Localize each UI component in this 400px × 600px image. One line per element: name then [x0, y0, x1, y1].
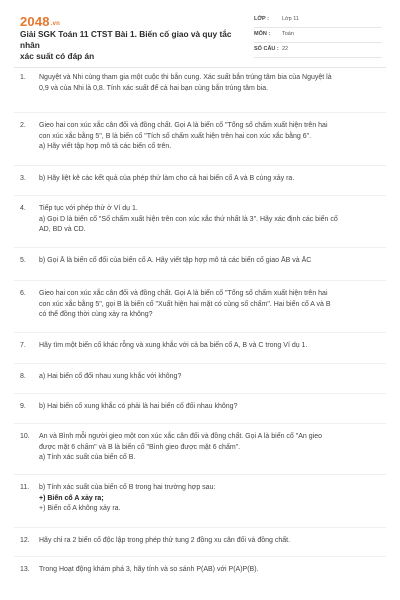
question-line: a) Tính xác suất của biến cố B. [39, 454, 136, 461]
question-text [39, 121, 384, 153]
question-text [39, 256, 384, 267]
logo-text: 2048 [20, 14, 50, 29]
site-logo[interactable] [20, 14, 60, 29]
question-separator [14, 195, 386, 196]
question-text [39, 536, 384, 547]
question-line: An và Bình mỗi người gieo một con xúc xắc cân đối và đồng chất. Gọi A là biến cố "An gieo [39, 433, 322, 440]
question-separator [14, 112, 386, 113]
question-line: a) Gọi D là biến cố "Số chấm xuất hiện trên con xúc xắc thứ nhất là 3". Hãy xác định các biến cố [39, 215, 338, 223]
question-line: Tiếp tục với phép thử ở Ví dụ 1. [39, 205, 138, 212]
question-text [39, 483, 384, 515]
meta-key: SỐ CÂU : [254, 46, 279, 52]
question-text [39, 432, 384, 464]
document-header [0, 0, 400, 64]
question-text [39, 289, 384, 321]
meta-value: Toán [282, 31, 294, 37]
meta-key: LỚP : [254, 16, 269, 22]
question-separator [14, 363, 386, 364]
document-title [20, 29, 245, 62]
question-number: 5. [20, 257, 26, 264]
question-line: a) Hãy viết tập hợp mô tả các biến cố trên. [39, 143, 172, 150]
question-number: 2. [20, 122, 26, 129]
question-number: 12. [20, 537, 30, 544]
question-line: a) Hai biến cố đối nhau xung khắc với không? [39, 373, 182, 380]
question-line: có thể đồng thời cùng xảy ra không? [39, 311, 153, 318]
question-number: 8. [20, 373, 26, 380]
question-number: 4. [20, 205, 26, 212]
question-text [39, 73, 384, 94]
question-separator [14, 280, 386, 281]
question-line: b) Hãy liệt kê các kết quả của phép thử làm cho cả hai biến cố A và B cùng xảy ra. [39, 175, 295, 182]
question-separator [14, 247, 386, 248]
question-number: 9. [20, 403, 26, 410]
question-line: Gieo hai con xúc xắc cân đối và đồng chất. Gọi A là biến cố "Tổng số chấm xuất hiện trên hai [39, 122, 328, 129]
meta-value: Lớp 11 [282, 16, 299, 22]
title-line-1: Giải SGK Toán 11 CTST Bài 1. Biến cố giao và quy tắc nhân [20, 29, 232, 50]
question-line: Hãy tìm một biến cố khác rỗng và xung khắc với cả ba biến cố A, B và C trong Ví dụ 1. [39, 342, 308, 349]
question-line: Nguyệt và Nhi cùng tham gia một cuộc thi bắn cung. Xác suất bắn trúng tâm bia của Nguyệt là [39, 74, 332, 81]
question-number: 11. [20, 484, 30, 491]
question-text [39, 341, 384, 352]
question-separator [14, 165, 386, 166]
question-line: con xúc xắc bằng 5", B là biến cố "Tích số chấm xuất hiện trên hai con xúc xắc bằng 6". [39, 132, 312, 140]
question-text [39, 174, 384, 185]
meta-row-count [254, 43, 382, 58]
question-number: 6. [20, 290, 26, 297]
header-divider [14, 67, 386, 68]
meta-row-subject [254, 28, 382, 43]
question-line: +) Biến cố A không xảy ra. [39, 505, 121, 512]
question-line: AD, BD và CD. [39, 226, 86, 233]
question-text [39, 565, 384, 576]
meta-row-class [254, 13, 382, 28]
question-line: con xúc xắc bằng 5", gọi B là biến cố "Xuất hiện hai mặt có cùng số chấm". Hai biến cố A và B [39, 300, 331, 308]
question-line: Gieo hai con xúc xắc cân đối và đồng chất. Gọi A là biến cố "Tổng số chấm xuất hiện trên hai [39, 290, 328, 297]
question-line: 0,9 và của Nhi là 0,8. Tính xác suất để cả hai bạn cùng bắn trúng tâm bia. [39, 84, 269, 92]
logo-suffix: .vn [50, 21, 61, 27]
question-line: được mặt 6 chấm" và B là biến cố "Bình gieo được mặt 6 chấm". [39, 443, 241, 451]
question-text [39, 204, 384, 236]
question-number: 3. [20, 175, 26, 182]
question-separator [14, 332, 386, 333]
question-separator [14, 423, 386, 424]
question-line: b) Hai biến cố xung khắc có phải là hai biến cố đối nhau không? [39, 403, 238, 410]
question-separator [14, 393, 386, 394]
question-number: 1. [20, 74, 26, 81]
question-text [39, 402, 384, 413]
question-number: 13. [20, 566, 30, 573]
question-separator [14, 527, 386, 528]
meta-value: 22 [282, 46, 289, 52]
question-text [39, 372, 384, 383]
question-line: +) Biến cố A xảy ra; [39, 494, 104, 502]
question-line: b) Tính xác suất của biến cố B trong hai trường hợp sau: [39, 484, 216, 491]
title-line-2: xác suất có đáp án [20, 51, 95, 61]
question-number: 10. [20, 433, 30, 440]
question-line: b) Gọi Ā là biến cố đối của biến cố A. Hãy viết tập hợp mô tả các biến cố giao ĀB và ĀC [39, 257, 312, 264]
document-meta [254, 13, 382, 58]
question-separator [14, 474, 386, 475]
meta-key: MÔN : [254, 31, 271, 37]
question-separator [14, 556, 386, 557]
question-line: Hãy chỉ ra 2 biến cố độc lập trong phép thử tung 2 đồng xu cân đối và đồng chất. [39, 537, 291, 544]
question-line: Trong Hoạt động khám phá 3, hãy tính và so sánh P(AB) với P(A)P(B). [39, 566, 259, 573]
question-number: 7. [20, 342, 26, 349]
